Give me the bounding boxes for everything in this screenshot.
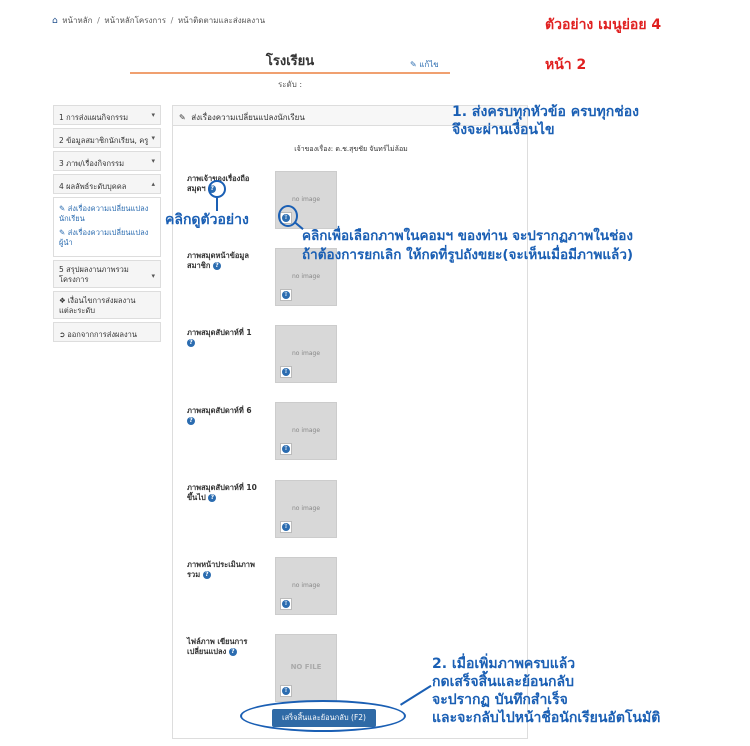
sidebar-subitem-label: ส่งเรื่องความเปลี่ยนแปลงนักเรียน [59,204,149,223]
annotation-note2-line4: และจะกลับไปหน้าชื่อนักเรียนอัตโนมัติ [432,710,661,726]
row-label [187,637,267,657]
no-image-placeholder: no image [291,273,321,280]
question-icon[interactable]: ? [187,339,195,347]
annotation-circle-finish [240,700,406,732]
annotation-circle-help [208,180,226,198]
sidebar-item-outcomes[interactable] [53,174,161,194]
caret-down-icon: ▾ [151,134,155,142]
example-menu-note: ตัวอย่าง เมนูย่อย 4 [545,17,662,33]
upload-icon: ⇧ [283,687,289,694]
breadcrumb-current: หน้าติดตามและส่งผลงาน [177,16,266,25]
annotation-click-select-line2: ถ้าต้องการยกเลิก ให้กดที่รูปถังขยะ(จะเห็นเมื่อมีภาพแล้ว) [302,247,634,263]
sidebar-item-label: 4 ผลลัพธ์ระดับบุคคล [59,182,127,191]
upload-button[interactable] [280,598,292,610]
question-icon[interactable]: ? [229,648,237,656]
sidebar-item-plan[interactable] [53,105,161,125]
level-label: ระดับ : [277,80,303,89]
question-icon[interactable]: ? [203,571,211,579]
annotation-click-example: คลิกดูตัวอย่าง [165,212,249,228]
panel-title: ส่งเรื่องความเปลี่ยนแปลงนักเรียน [191,113,305,122]
annotation-click-select-line1: คลิกเพื่อเลือกภาพในคอมฯ ของท่าน จะปรากฏภาพในช่อง [302,228,633,244]
finish-and-back-button[interactable]: เสร็จสิ้นและย้อนกลับ (F2) [272,709,376,727]
sidebar-item-activities[interactable] [53,151,161,171]
edit-label: แก้ไข [419,60,439,69]
breadcrumb-home[interactable]: หน้าหลัก [62,16,93,25]
upload-icon: ⇧ [283,214,289,221]
edit-link[interactable] [410,58,439,71]
annotation-note2-line1: 2. เมื่อเพิ่มภาพครบแล้ว [432,656,576,672]
row-label-text: ภาพเจ้าของเรื่องถือสมุดฯ [187,174,250,193]
upload-icon: ⇧ [283,600,289,607]
home-icon[interactable]: ⌂ [52,16,58,26]
annotation-connector [216,197,218,211]
sidebar-item-label: ออกจากการส่งผลงาน [67,330,138,339]
image-slot [275,402,337,460]
upload-icon: ⇧ [283,291,289,298]
breadcrumb-separator: / [170,16,174,25]
pencil-icon: ✎ [179,113,186,122]
annotation-note1-line2: จึงจะผ่านเงื่อนไข [452,122,555,138]
upload-button[interactable] [280,366,292,378]
upload-button[interactable] [280,685,292,697]
annotation-note2-line2: กดเสร็จสิ้นและย้อนกลับ [432,674,574,690]
row-label [187,328,267,348]
caret-up-icon: ▴ [151,180,155,188]
row-label-text: ภาพสมุดสัปดาห์ที่ 6 [187,406,252,415]
sidebar-item-logout[interactable] [53,322,161,342]
question-icon[interactable]: ? [187,417,195,425]
title-underline [130,72,450,74]
question-icon[interactable]: ? [208,185,216,193]
upload-button[interactable] [280,521,292,533]
sidebar-item-label: เงื่อนไขการส่งผลงานแต่ละระดับ [59,296,136,315]
sidebar-subitem-leader-change[interactable] [59,228,155,248]
caret-down-icon: ▾ [151,272,155,280]
row-label-text: ภาพสมุดหน้าข้อมูลสมาชิก [187,251,249,270]
row-label [187,251,267,271]
no-image-placeholder: no image [291,582,321,589]
row-label-text: ไฟล์ภาพ เขียนการเปลี่ยนแปลง [187,637,248,656]
upload-icon: ⇧ [283,445,289,452]
caret-down-icon: ▾ [151,111,155,119]
upload-icon: ⇧ [283,368,289,375]
upload-button[interactable] [280,443,292,455]
row-label [187,483,267,503]
logout-icon: ➲ [59,330,66,339]
sidebar [53,105,161,345]
annotation-note2-line3: จะปรากฏ บันทึกสำเร็จ [432,692,568,708]
edit-icon: ✎ [410,60,417,69]
question-icon[interactable]: ? [213,262,221,270]
row-label [187,174,267,194]
breadcrumb [52,14,265,27]
no-image-placeholder: no image [291,196,321,203]
sidebar-item-label: 1 การส่งแผนกิจกรรม [59,113,129,122]
sidebar-item-label: 2 ข้อมูลสมาชิกนักเรียน, ครู [59,136,149,145]
sidebar-submenu [53,197,161,257]
sidebar-subitem-student-change[interactable] [59,204,155,224]
story-owner: เจ้าของเรื่อง: ด.ช.สุขชัย จันทร์ไม่ล้อม [294,145,408,153]
breadcrumb-separator: / [97,16,100,25]
info-icon: ❖ [59,296,66,305]
image-slot [275,480,337,538]
sidebar-item-label: 5 สรุปผลงานภาพรวมโครงการ [59,265,129,284]
image-slot [275,557,337,615]
question-icon[interactable]: ? [208,494,216,502]
page-number-note: หน้า 2 [545,57,587,73]
pencil-icon: ✎ [59,228,66,237]
row-label [187,406,267,426]
sidebar-subitem-label: ส่งเรื่องความเปลี่ยนแปลงผู้นำ [59,228,149,247]
no-image-placeholder: no image [291,505,321,512]
sidebar-item-conditions[interactable] [53,291,161,319]
sidebar-item-summary[interactable] [53,260,161,288]
annotation-note1-line1: 1. ส่งครบทุกหัวข้อ ครบทุกช่อง [452,104,639,120]
row-label [187,560,267,580]
upload-button[interactable] [280,289,292,301]
no-image-placeholder: no image [291,350,321,357]
row-label-text: ภาพสมุดสัปดาห์ที่ 10 ขึ้นไป [187,483,257,502]
row-label-text: ภาพหน้าประเมินภาพรวม [187,560,255,579]
caret-down-icon: ▾ [151,157,155,165]
main-panel [172,105,528,739]
pencil-icon: ✎ [59,204,66,213]
page-title: โรงเรียน [265,54,315,69]
file-slot [275,634,337,702]
no-image-placeholder: no image [291,427,321,434]
sidebar-item-label: 3 ภาพ/เรื่องกิจกรรม [59,159,125,168]
no-file-placeholder: NO FILE [290,663,322,671]
breadcrumb-project[interactable]: หน้าหลักโครงการ [104,16,167,25]
row-label-text: ภาพสมุดสัปดาห์ที่ 1 [187,328,252,337]
upload-icon: ⇧ [283,523,289,530]
image-slot [275,325,337,383]
sidebar-item-members[interactable] [53,128,161,148]
